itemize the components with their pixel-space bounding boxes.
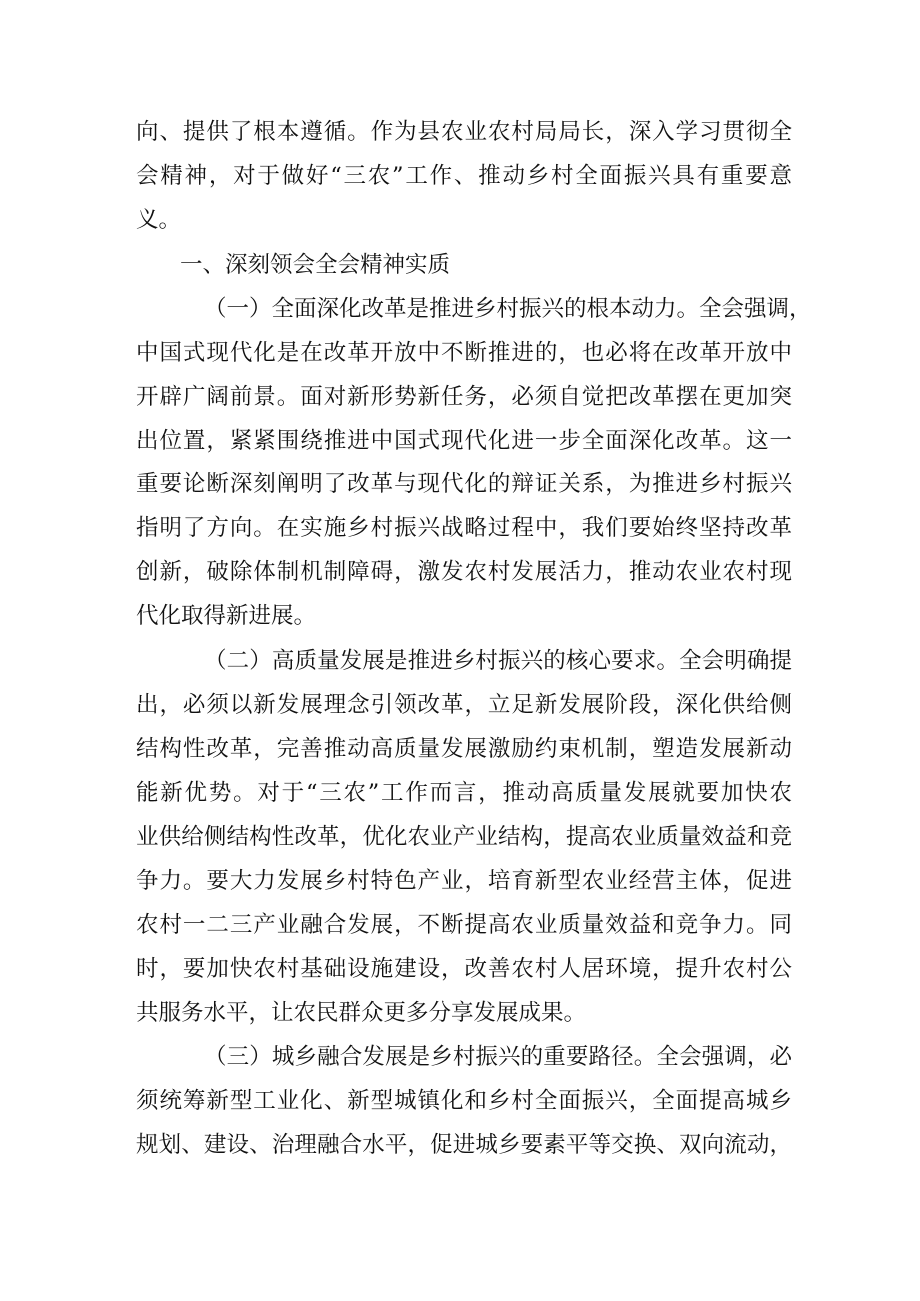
paragraph-line: 时，要加快农村基础设施建设，改善农村人居环境，提升农村公 bbox=[136, 956, 792, 982]
paragraph-line: 创新，破除体制机制障碍，激发农村发展活力，推动农业农村现 bbox=[136, 559, 792, 585]
paragraph-line: 规划、建设、治理融合水平，促进城乡要素平等交换、双向流动， bbox=[136, 1132, 792, 1158]
paragraph-line: 须统筹新型工业化、新型城镇化和乡村全面振兴，全面提高城乡 bbox=[136, 1088, 792, 1114]
intro-line: 会精神，对于做好“三农”工作、推动乡村全面振兴具有重要意 bbox=[136, 163, 792, 189]
paragraph-line: 中国式现代化是在改革开放中不断推进的，也必将在改革开放中 bbox=[136, 340, 792, 366]
paragraph-line: 结构性改革，完善推动高质量发展激励约束机制，塑造发展新动 bbox=[136, 736, 792, 762]
paragraph-line: 开辟广阔前景。面对新形势新任务，必须自觉把改革摆在更加突 bbox=[136, 384, 792, 410]
paragraph-line: 农村一二三产业融合发展，不断提高农业质量效益和竞争力。同 bbox=[136, 912, 792, 938]
intro-line: 义。 bbox=[136, 207, 182, 233]
paragraph-line: 业供给侧结构性改革，优化农业产业结构，提高农业质量效益和竞 bbox=[136, 824, 792, 850]
intro-line: 向、提供了根本遵循。作为县农业农村局局长，深入学习贯彻全 bbox=[136, 119, 792, 145]
paragraph-line: 争力。要大力发展乡村特色产业，培育新型农业经营主体，促进 bbox=[136, 868, 792, 894]
paragraph-line: 代化取得新进展。 bbox=[136, 603, 317, 629]
paragraph-line: 指明了方向。在实施乡村振兴战略过程中，我们要始终坚持改革 bbox=[136, 515, 792, 541]
paragraph-line: 重要论断深刻阐明了改革与现代化的辩证关系，为推进乡村振兴 bbox=[136, 471, 792, 497]
paragraph-line: （一）全面深化改革是推进乡村振兴的根本动力。全会强调， bbox=[204, 296, 812, 322]
paragraph-line: （三）城乡融合发展是乡村振兴的重要路径。全会强调，必 bbox=[204, 1044, 792, 1070]
paragraph-line: 出位置，紧紧围绕推进中国式现代化进一步全面深化改革。这一 bbox=[136, 428, 792, 454]
paragraph-line: 共服务水平，让农民群众更多分享发展成果。 bbox=[136, 1000, 587, 1026]
paragraph-line: 出，必须以新发展理念引领改革，立足新发展阶段，深化供给侧 bbox=[136, 692, 792, 718]
section-heading: 一、深刻领会全会精神实质 bbox=[180, 252, 451, 278]
paragraph-line: 能新优势。对于“三农”工作而言，推动高质量发展就要加快农 bbox=[136, 780, 792, 806]
paragraph-line: （二）高质量发展是推进乡村振兴的核心要求。全会明确提 bbox=[204, 648, 792, 674]
